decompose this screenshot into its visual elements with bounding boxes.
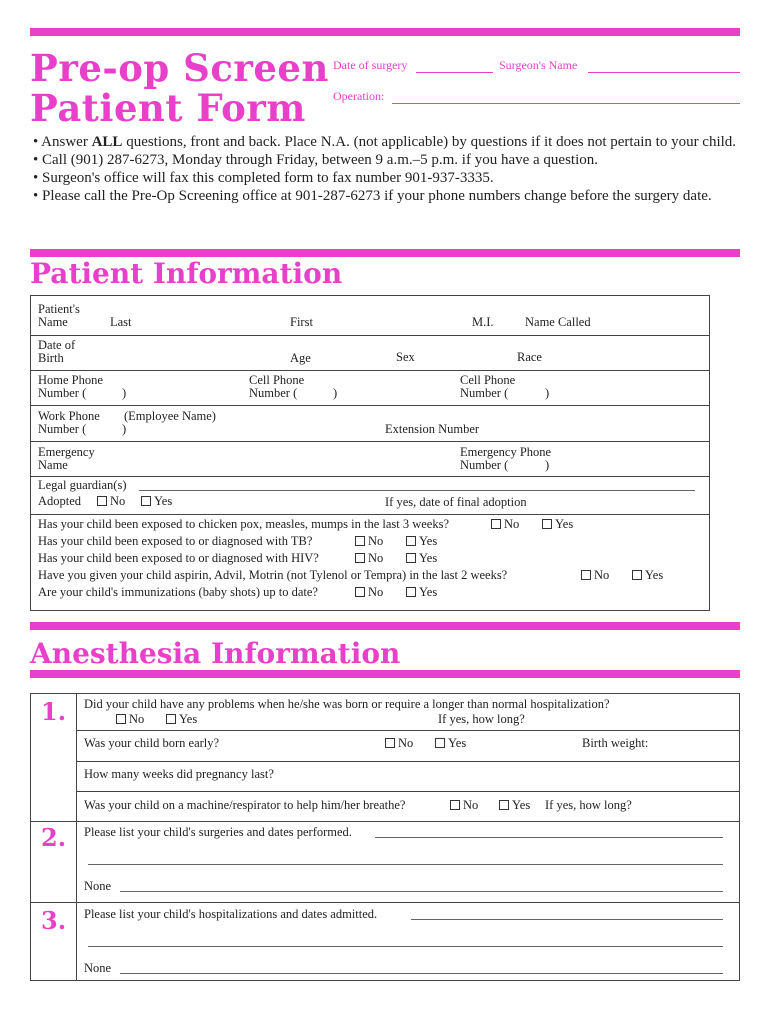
row-divider [30, 441, 710, 442]
surgeries-none-field[interactable] [120, 891, 723, 892]
checkbox[interactable] [581, 570, 591, 580]
emergency-name-label-2: Name [38, 458, 68, 472]
instruction-2: • Call (901) 287-6273, Monday through Friday, between 9 a.m.–5 p.m. if you have a question. [33, 152, 599, 168]
surgeries-field-1[interactable] [375, 837, 723, 838]
row-divider [30, 405, 710, 406]
work-phone-label-2: Number ( [38, 422, 87, 436]
operation-label: Operation: [333, 89, 385, 103]
employee-name-label: (Employee Name) [124, 409, 216, 423]
work-phone-label-1: Work Phone [38, 409, 100, 423]
checkbox[interactable] [499, 800, 509, 810]
last-name-label: Last [110, 315, 132, 329]
row-divider [76, 730, 740, 731]
q-aspirin-no[interactable]: No [581, 569, 609, 582]
operation-field[interactable] [392, 103, 740, 104]
birth-weight-label: Birth weight: [582, 736, 649, 750]
row-divider [76, 761, 740, 762]
q-born-early-no[interactable]: No [385, 737, 413, 750]
section-number-1: 1. [41, 697, 67, 726]
section-number-2: 2. [41, 823, 67, 852]
q-tb: Has your child been exposed to or diagnosed with TB? [38, 534, 313, 548]
cell-phone2-paren: ) [545, 386, 550, 400]
sex-label: Sex [396, 350, 415, 364]
q-chickenpox-yes[interactable]: Yes [542, 518, 573, 531]
anesthesia-heading: Anesthesia Information [30, 637, 401, 670]
q-chickenpox: Has your child been exposed to chicken pox, measles, mumps in the last 3 weeks? [38, 517, 450, 531]
q-born-problems-yes[interactable]: Yes [166, 713, 197, 726]
home-phone-label-1: Home Phone [38, 373, 103, 387]
q-hiv-no[interactable]: No [355, 552, 383, 565]
respirator-how-long-label: If yes, how long? [545, 798, 632, 812]
checkbox[interactable] [435, 738, 445, 748]
checkbox[interactable] [406, 553, 416, 563]
legal-guardian-field[interactable] [139, 490, 695, 491]
instruction-1: • Answer ALL questions, front and back. Place N.A. (not applicable) by questions if it does not pertain to your child. [33, 134, 737, 150]
surgeons-name-field[interactable] [588, 72, 740, 73]
q-chickenpox-no[interactable]: No [491, 518, 519, 531]
q-born-problems-no[interactable]: No [116, 713, 144, 726]
mi-label: M.I. [472, 315, 494, 329]
surgeries-field-2[interactable] [88, 864, 723, 865]
q-aspirin: Have you given your child aspirin, Advil, Motrin (not Tylenol or Tempra) in the last 2 weeks? [38, 568, 508, 582]
hospitalizations-field-2[interactable] [88, 946, 723, 947]
checkbox[interactable] [355, 536, 365, 546]
patient-info-heading: Patient Information [30, 257, 343, 290]
q-immunizations-no[interactable]: No [355, 586, 383, 599]
checkbox[interactable] [141, 496, 151, 506]
row-divider [30, 476, 710, 477]
section-number-3: 3. [41, 906, 67, 935]
checkbox[interactable] [116, 714, 126, 724]
q-born-problems: Did your child have any problems when he/she was born or require a longer than normal hospitalization? [84, 697, 610, 711]
surgeries-none-label: None [84, 879, 112, 893]
emergency-phone-paren: ) [545, 458, 550, 472]
patients-name-label-2: Name [38, 315, 68, 329]
q-weeks-pregnancy: How many weeks did pregnancy last? [84, 767, 274, 781]
q-hiv-yes[interactable]: Yes [406, 552, 437, 565]
dob-label-2: Birth [38, 351, 64, 365]
home-phone-label-2: Number ( [38, 386, 87, 400]
patient-info-bar [30, 249, 740, 257]
home-phone-paren: ) [122, 386, 127, 400]
instructions [30, 133, 740, 205]
q-immunizations-yes[interactable]: Yes [406, 586, 437, 599]
q-respirator-yes[interactable]: Yes [499, 799, 530, 812]
checkbox[interactable] [166, 714, 176, 724]
row-divider [30, 335, 710, 336]
checkbox[interactable] [355, 553, 365, 563]
checkbox[interactable] [355, 587, 365, 597]
checkbox[interactable] [491, 519, 501, 529]
checkbox[interactable] [406, 536, 416, 546]
patients-name-label-1: Patient's [38, 302, 80, 316]
surgeons-name-label: Surgeon's Name [499, 58, 578, 72]
cell-phone-label-1: Cell Phone [249, 373, 305, 387]
cell-phone-label-2: Number ( [249, 386, 298, 400]
instruction-4: • Please call the Pre-Op Screening office at 901-287-6273 if your phone numbers change before the surgery date. [33, 188, 712, 204]
first-name-label: First [290, 315, 313, 329]
row-divider [30, 370, 710, 371]
number-column-divider [76, 693, 77, 981]
checkbox[interactable] [542, 519, 552, 529]
name-called-label: Name Called [525, 315, 591, 329]
emergency-phone-label-1: Emergency Phone [460, 445, 552, 459]
anesthesia-bottom-bar [30, 670, 740, 678]
checkbox[interactable] [97, 496, 107, 506]
emergency-phone-label-2: Number ( [460, 458, 509, 472]
emergency-name-label-1: Emergency [38, 445, 95, 459]
checkbox[interactable] [406, 587, 416, 597]
checkbox[interactable] [632, 570, 642, 580]
cell-phone2-label-2: Number ( [460, 386, 509, 400]
dob-label-1: Date of [38, 338, 76, 352]
q-born-early-yes[interactable]: Yes [435, 737, 466, 750]
row-divider [30, 514, 710, 515]
cell-phone2-label-1: Cell Phone [460, 373, 516, 387]
checkbox[interactable] [385, 738, 395, 748]
q-born-early: Was your child born early? [84, 736, 220, 750]
q-hospitalizations: Please list your child's hospitalizations and dates admitted. [84, 907, 378, 921]
adoption-date-label: If yes, date of final adoption [385, 495, 527, 509]
hospitalizations-field-1[interactable] [411, 919, 723, 920]
q-respirator: Was your child on a machine/respirator to help him/her breathe? [84, 798, 406, 812]
q-aspirin-yes[interactable]: Yes [632, 569, 663, 582]
section-divider [30, 902, 740, 903]
q-immunizations: Are your child's immunizations (baby shots) up to date? [38, 585, 318, 599]
checkbox[interactable] [450, 800, 460, 810]
date-of-surgery-label: Date of surgery [333, 58, 408, 72]
form-title-line1: Pre-op Screen [30, 46, 329, 90]
race-label: Race [517, 350, 542, 364]
form-title-line2: Patient Form [30, 86, 306, 130]
adopted-label: Adopted [38, 494, 82, 508]
hospitalizations-none-field[interactable] [120, 973, 723, 974]
extension-label: Extension Number [385, 422, 480, 436]
q-tb-yes[interactable]: Yes [406, 535, 437, 548]
adopted-yes-option[interactable]: Yes [141, 495, 172, 508]
cell-phone-paren: ) [333, 386, 338, 400]
age-label: Age [290, 351, 311, 365]
q-surgeries: Please list your child's surgeries and dates performed. [84, 825, 352, 839]
section-divider [30, 821, 740, 822]
top-accent-bar [30, 28, 740, 36]
row-divider [76, 791, 740, 792]
date-of-surgery-field[interactable] [416, 72, 493, 73]
adopted-no-option[interactable]: No [97, 495, 125, 508]
q-hiv: Has your child been exposed to or diagnosed with HIV? [38, 551, 319, 565]
work-phone-paren: ) [122, 422, 127, 436]
instruction-3: • Surgeon's office will fax this completed form to fax number 901-937-3335. [33, 170, 494, 186]
if-yes-how-long-label: If yes, how long? [438, 712, 525, 726]
legal-guardian-label: Legal guardian(s) [38, 478, 127, 492]
hospitalizations-none-label: None [84, 961, 112, 975]
q-respirator-no[interactable]: No [450, 799, 478, 812]
q-tb-no[interactable]: No [355, 535, 383, 548]
anesthesia-top-bar [30, 622, 740, 630]
